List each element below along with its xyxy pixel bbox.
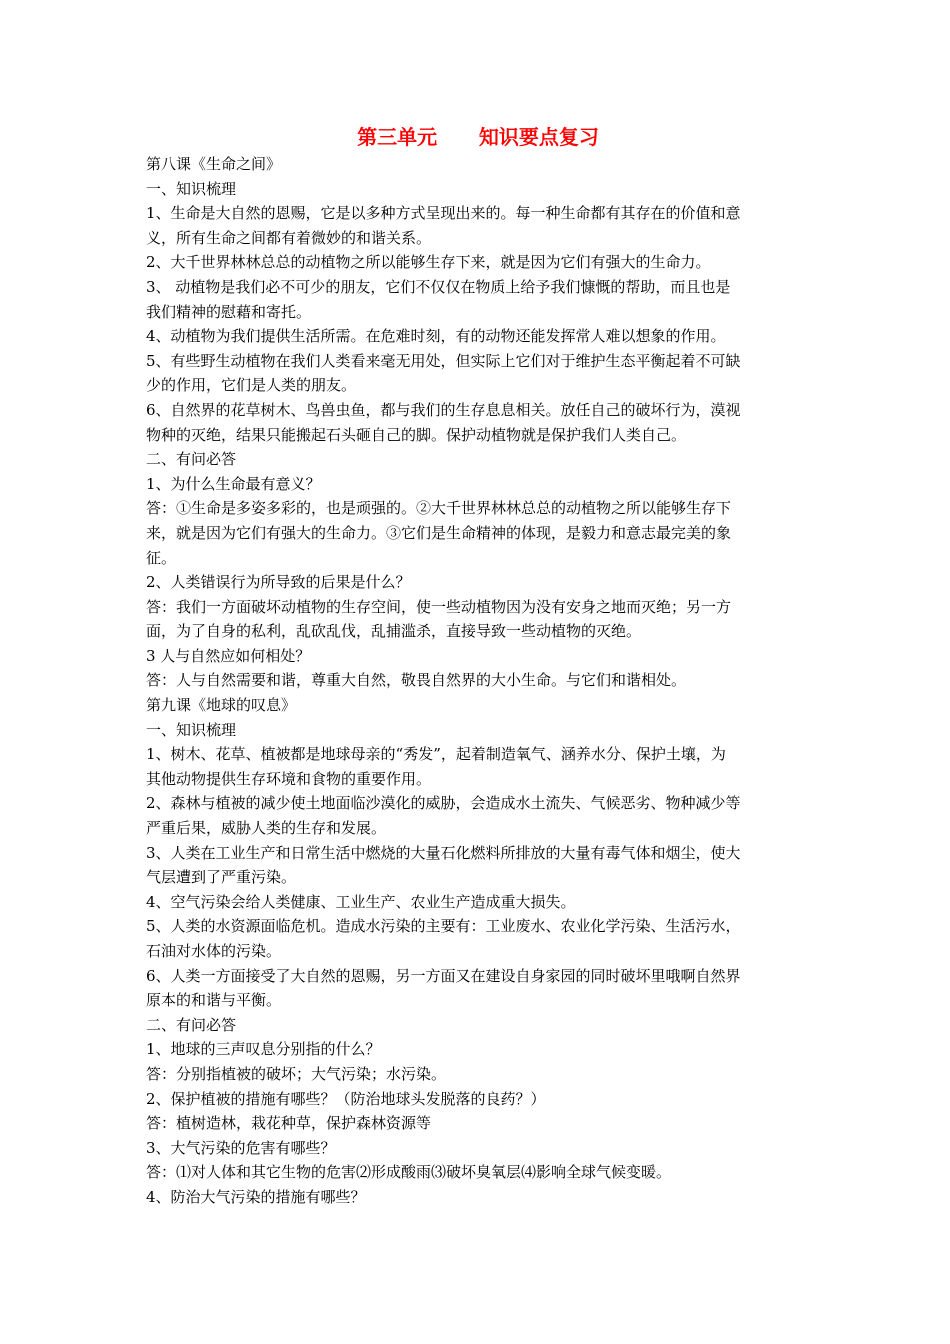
text-line: 物种的灭绝，结果只能搬起石头砸自己的脚。保护动植物就是保护我们人类自己。 <box>146 425 687 444</box>
text-line: 4、空气污染会给人类健康、工业生产、农业生产造成重大损失。 <box>146 892 576 911</box>
text-line: 其他动物提供生存环境和食物的重要作用。 <box>146 769 432 788</box>
text-line: 3、大气污染的危害有哪些？ <box>146 1138 336 1157</box>
text-line: 答：我们一方面破坏动植物的生存空间，使一些动植物因为没有安身之地而灭绝；另一方 <box>146 597 732 616</box>
text-line: 3 人与自然应如何相处？ <box>146 646 311 665</box>
text-line: 2、大千世界林林总总的动植物之所以能够生存下来，就是因为它们有强大的生命力。 <box>146 253 711 272</box>
text-line: 答：植树造林，栽花种草，保护森林资源等 <box>146 1114 432 1133</box>
text-line: 1、地球的三声叹息分别指的什么？ <box>146 1040 381 1059</box>
text-line: 征。 <box>146 548 177 567</box>
text-line: 一、知识梳理 <box>146 720 237 739</box>
text-line: 少的作用，它们是人类的朋友。 <box>146 376 357 395</box>
text-line: 4、防治大气污染的措施有哪些？ <box>146 1187 366 1206</box>
text-line: 1、树木、花草、植被都是地球母亲的“秀发”，起着制造氧气、涵养水分、保护土壤，为 <box>146 745 726 764</box>
text-line: 5、人类的水资源面临危机。造成水污染的主要有：工业废水、农业化学污染、生活污水， <box>146 917 741 936</box>
text-line: 二、有问必答 <box>146 1015 237 1034</box>
document-body <box>146 152 810 1210</box>
page-title: 第三单元 知识要点复习 <box>357 125 599 149</box>
text-line: 一、知识梳理 <box>146 179 237 198</box>
text-line: 第八课《生命之间》 <box>146 155 282 173</box>
text-line: 答：⑴对人体和其它生物的危害⑵形成酸雨⑶破坏臭氧层⑷影响全球气候变暖。 <box>146 1163 672 1182</box>
text-line: 2、保护植被的措施有哪些？（防治地球头发脱落的良药？） <box>146 1089 546 1108</box>
text-line: 原本的和谐与平衡。 <box>146 991 282 1010</box>
text-line: 严重后果，威胁人类的生存和发展。 <box>146 819 387 838</box>
text-line: 1、生命是大自然的恩赐，它是以多种方式呈现出来的。每一种生命都有其存在的价值和意 <box>146 204 741 223</box>
text-line: 答：①生命是多姿多彩的，也是顽强的。②大千世界林林总总的动植物之所以能够生存下 <box>146 499 732 518</box>
text-line: 4、动植物为我们提供生活所需。在危难时刻，有的动物还能发挥常人难以想象的作用。 <box>146 327 726 346</box>
text-line: 二、有问必答 <box>146 450 237 469</box>
text-line: 气层遭到了严重污染。 <box>146 868 297 887</box>
text-line: 面，为了自身的私利，乱砍乱伐，乱捕滥杀，直接导致一些动植物的灭绝。 <box>146 622 642 641</box>
text-line: 1、为什么生命最有意义？ <box>146 474 321 493</box>
text-line: 2、森林与植被的减少使土地面临沙漠化的威胁，会造成水土流失、气候恶劣、物种减少等 <box>146 794 741 813</box>
text-line: 3、人类在工业生产和日常生活中燃烧的大量石化燃料所排放的大量有毒气体和烟尘，使大 <box>146 843 741 862</box>
text-line: 3、 动植物是我们必不可少的朋友，它们不仅仅在物质上给予我们慷慨的帮助，而且也是 <box>146 277 731 296</box>
text-line: 第九课《地球的叹息》 <box>146 696 297 715</box>
text-line: 我们精神的慰藉和寄托。 <box>146 302 312 321</box>
text-line: 来，就是因为它们有强大的生命力。③它们是生命精神的体现，是毅力和意志最完美的象 <box>146 523 732 542</box>
text-line: 答：人与自然需要和谐，尊重大自然，敬畏自然界的大小生命。与它们和谐相处。 <box>146 671 687 690</box>
text-line: 义，所有生命之间都有着微妙的和谐关系。 <box>146 228 432 247</box>
text-line: 2、人类错误行为所导致的后果是什么？ <box>146 573 411 592</box>
text-line: 6、自然界的花草树木、鸟兽虫鱼，都与我们的生存息息相关。放任自己的破坏行为，漠视 <box>146 400 741 419</box>
text-line: 5、有些野生动植物在我们人类看来毫无用处，但实际上它们对于维护生态平衡起着不可缺 <box>146 351 741 370</box>
text-line: 6、人类一方面接受了大自然的恩赐，另一方面又在建设自身家园的同时破坏里哦啊自然界 <box>146 966 741 985</box>
text-line: 答：分别指植被的破坏；大气污染；水污染。 <box>146 1064 447 1083</box>
text-line: 石油对水体的污染。 <box>146 942 282 960</box>
